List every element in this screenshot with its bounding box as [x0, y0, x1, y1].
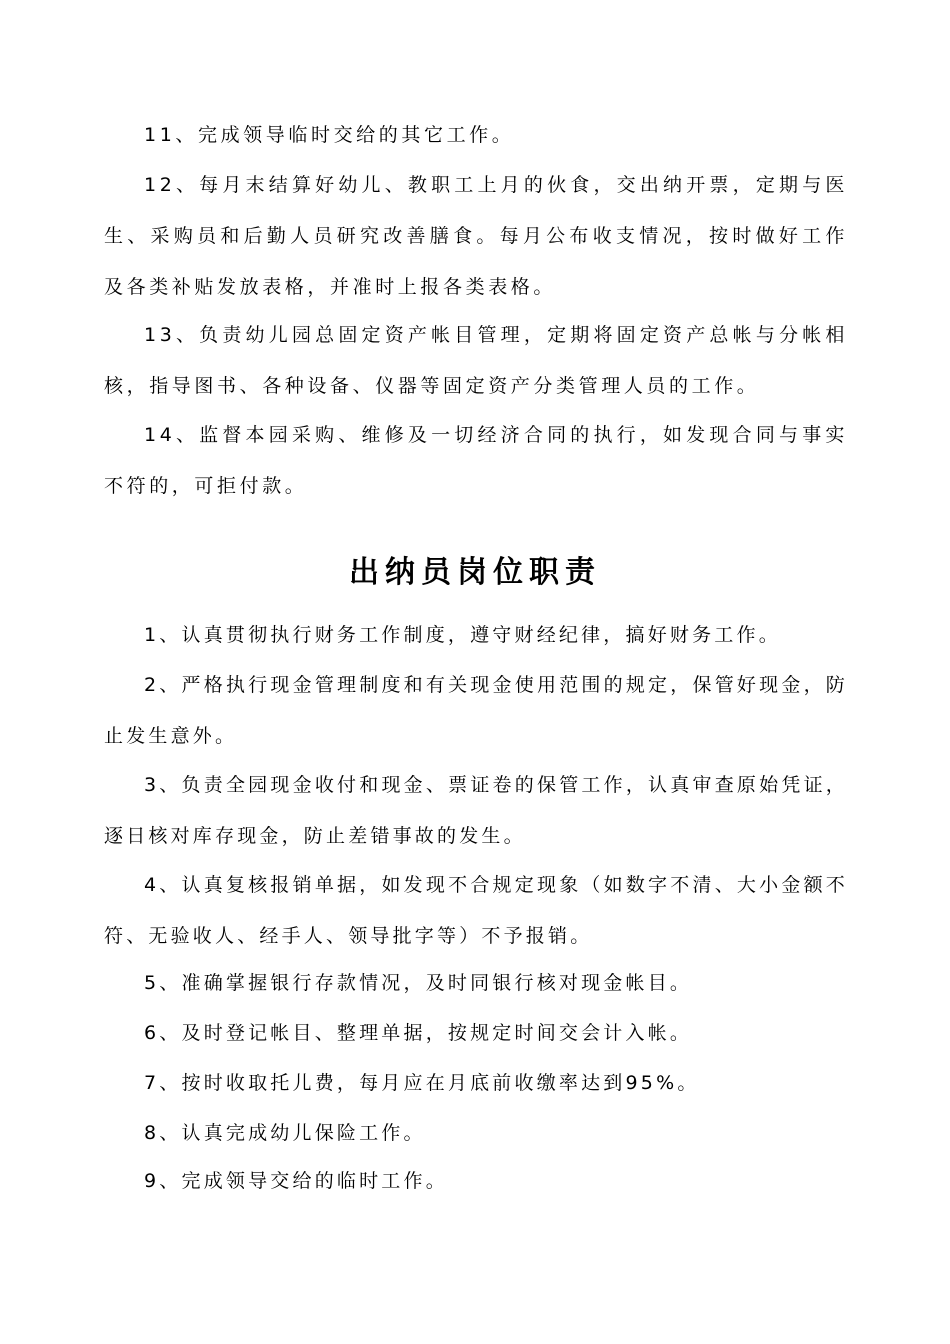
cashier-duty-8: 8、认真完成幼儿保险工作。 — [144, 1122, 426, 1144]
cashier-duty-6: 6、及时登记帐目、整理单据，按规定时间交会计入帐。 — [144, 1022, 693, 1044]
cashier-duty-2: 2、严格执行现金管理制度和有关现金使用范围的规定，保管好现金，防止发生意外。 — [104, 674, 848, 747]
cashier-duty-4: 4、认真复核报销单据，如发现不合规定现象（如数字不清、大小金额不符、无验收人、经手人、领导批字等）不予报销。 — [104, 874, 848, 947]
cashier-duty-5: 5、准确掌握银行存款情况，及时同银行核对现金帐目。 — [144, 972, 693, 994]
duty-item-12: 12、每月末结算好幼儿、教职工上月的伙食，交出纳开票，定期与医生、采购员和后勤人员研究改善膳食。每月公布收支情况，按时做好工作及各类补贴发放表格，并准时上报各类表格。 — [104, 174, 848, 298]
cashier-duty-9: 9、完成领导交给的临时工作。 — [144, 1170, 448, 1192]
cashier-duty-3: 3、负责全园现金收付和现金、票证卷的保管工作，认真审查原始凭证，逐日核对库存现金，防止差错事故的发生。 — [104, 774, 848, 847]
cashier-duty-1: 1、认真贯彻执行财务工作制度，遵守财经纪律，搞好财务工作。 — [144, 624, 781, 646]
cashier-duty-7: 7、按时收取托儿费，每月应在月底前收缴率达到95%。 — [144, 1072, 700, 1094]
section-title: 出纳员岗位职责 — [349, 555, 601, 590]
duty-item-14: 14、监督本园采购、维修及一切经济合同的执行，如发现合同与事实不符的，可拒付款。 — [104, 424, 848, 497]
duty-item-13: 13、负责幼儿园总固定资产帐目管理，定期将固定资产总帐与分帐相核，指导图书、各种设备、仪器等固定资产分类管理人员的工作。 — [104, 324, 848, 397]
duty-item-11: 11、完成领导临时交给的其它工作。 — [144, 124, 515, 146]
